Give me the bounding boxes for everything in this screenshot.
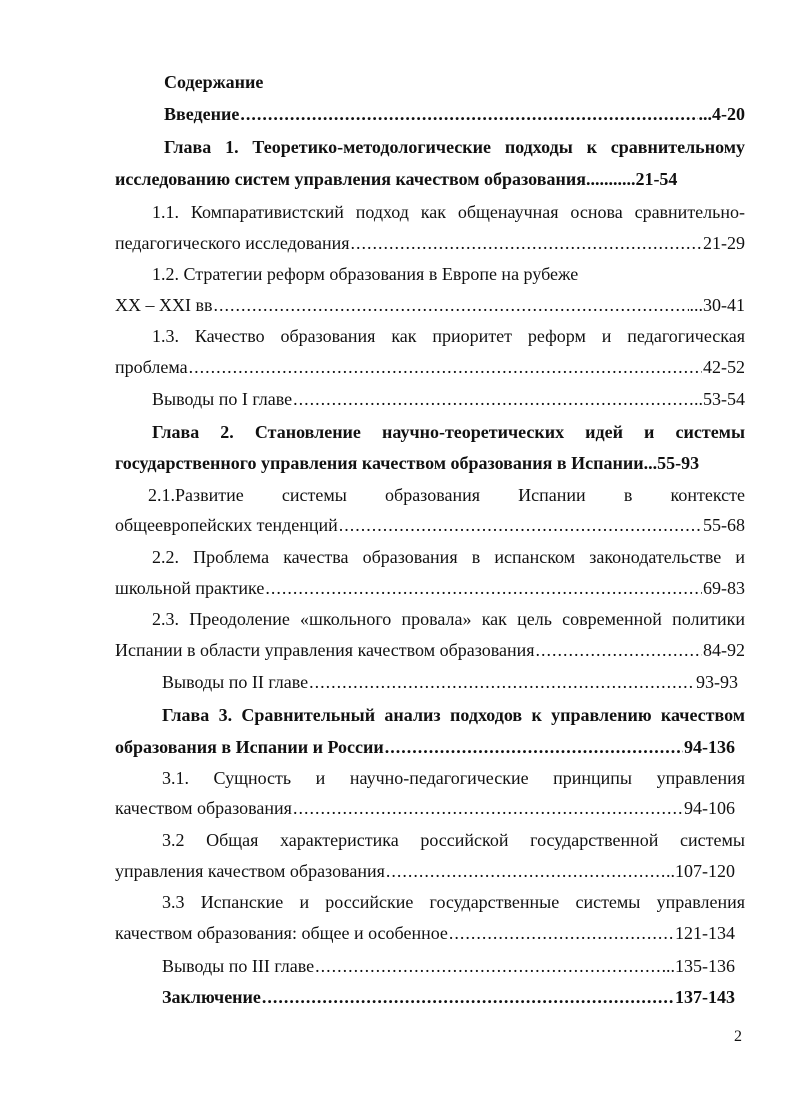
leader-dots [240,103,697,125]
leader-dots [315,955,665,977]
leader-dots [189,356,702,378]
entry-text: общеевропейских тенденций [115,515,338,535]
entry-pages: 55-68 [703,515,745,535]
entry-text: Выводы по I главе [152,389,293,409]
leader-dots [293,388,693,410]
leader-dots [386,860,665,882]
leader-dots [265,577,702,599]
toc-entry-conclusions-1 [152,388,745,410]
toc-title: Содержание [164,72,264,92]
leader-dots [293,797,683,819]
chapter-1-title-line2 [115,168,745,190]
entry-text: управления качеством образования [115,861,385,881]
section-3-1-line2 [115,797,735,819]
entry-pages: ...4-20 [698,104,745,124]
section-1-3-line1: 1.3. Качество образования как приоритет реформ и педагогическая [152,326,745,346]
entry-text: качеством образования: общее и особенное [115,923,448,943]
entry-pages: 84-92 [703,640,745,660]
section-1-1-line1: 1.1. Компаративистский подход как общенаучная основа сравнительно- [152,202,745,222]
section-3-1-line1: 3.1. Сущность и научно-педагогические принципы управления [162,768,745,788]
section-3-2-line1: 3.2 Общая характеристика российской государственной системы [162,830,745,850]
entry-pages: ..53-54 [694,389,745,409]
entry-text: школьной практике [115,578,265,598]
toc-entry-conclusions-2 [162,671,738,693]
toc-entry-conclusion [162,986,735,1008]
entry-pages: ...30-41 [689,295,745,315]
chapter-1-title-line1: Глава 1. Теоретико-методологические подходы к сравнительному [164,137,745,157]
section-1-2-line2 [115,294,745,316]
section-3-2-line2 [115,860,735,882]
chapter-2-title-line2: государственного управления качеством образования в Испании...55-93 [115,453,700,473]
section-2-3-line2 [115,639,745,661]
entry-text: Выводы по III главе [162,956,315,976]
section-3-3-line1: 3.3 Испанские и российские государственные системы управления [162,892,745,912]
entry-text: Выводы по II главе [162,672,309,692]
entry-pages: 94-106 [684,798,735,818]
entry-pages: ..107-120 [666,861,735,881]
section-2-2-line2 [115,577,745,599]
page-number: 2 [734,1028,742,1045]
section-1-2-line1: 1.2. Стратегии реформ образования в Европе на рубеже [152,264,579,284]
leader-dots [449,922,674,944]
leader-dots [262,986,674,1008]
section-2-1-line1: 2.1.Развитие системы образования Испании в контексте [148,485,745,505]
entry-pages: 69-83 [703,578,745,598]
leader-dots [309,671,695,693]
entry-text: качеством образования [115,798,292,818]
entry-pages: 21-29 [703,233,745,253]
entry-text: образования в Испании и России [115,737,384,757]
entry-pages: 137-143 [675,987,735,1007]
leader-dots [214,294,689,316]
entry-pages: 42-52 [703,357,745,377]
entry-text: проблема [115,357,188,377]
toc-entry-conclusions-3 [162,955,735,977]
entry-text: Заключение [162,987,261,1007]
leader-dots [385,736,683,758]
chapter-3-title-line1: Глава 3. Сравнительный анализ подходов к управлению качеством [162,705,745,725]
section-2-2-line1: 2.2. Проблема качества образования в испанском законодательстве и [152,547,745,567]
chapter-3-title-line2 [115,736,735,758]
leader-dots [339,514,702,536]
section-2-1-line2 [115,514,745,536]
entry-text: Испании в области управления качеством образования [115,640,535,660]
entry-pages: ...........21-54 [585,169,678,189]
entry-pages: 93-93 [696,672,738,692]
entry-text: Введение [164,104,240,124]
entry-pages: 121-134 [675,923,735,943]
section-3-3-line2 [115,922,735,944]
section-2-3-line1: 2.3. Преодоление «школьного провала» как цель современной политики [152,609,745,629]
entry-text: педагогического исследования [115,233,350,253]
leader-dots [351,232,702,254]
entry-text: исследованию систем управления качеством образования [115,169,586,189]
leader-dots [536,639,702,661]
entry-pages: 94-136 [684,737,735,757]
section-1-1-line2 [115,232,745,254]
entry-text: XX – XXI вв [115,295,213,315]
toc-entry-introduction [164,103,745,125]
section-1-3-line2 [115,356,745,378]
entry-pages: ..135-136 [666,956,735,976]
chapter-2-title-line1: Глава 2. Становление научно-теоретических идей и системы [152,422,745,442]
